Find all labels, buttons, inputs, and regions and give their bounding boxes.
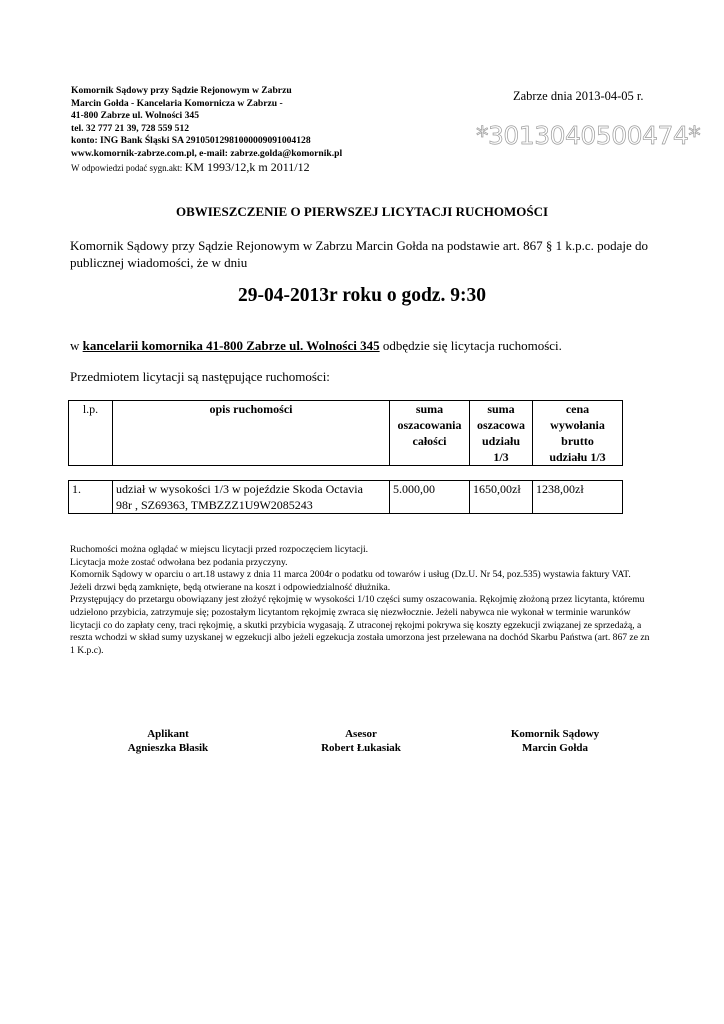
header-text: całości	[412, 434, 447, 448]
header-line: tel. 32 777 21 39, 728 559 512	[71, 122, 190, 134]
signature-name: Robert Łukasiak	[321, 742, 401, 754]
auction-datetime: 29-04-2013r roku o godz. 9:30	[238, 285, 486, 306]
signature-bailiff	[495, 727, 615, 755]
table-header-row	[69, 401, 623, 466]
header-lp: l.p.	[69, 401, 113, 466]
intro-paragraph: Komornik Sądowy przy Sądzie Rejonowym w Zabrzu Marcin Gołda na podstawie art. 867 § 1 k.p.c. podaje do publicznej wiadomości, że w dniu	[70, 238, 649, 270]
header-total-valuation	[390, 401, 470, 466]
note-paragraph: Jeżeli drzwi będą zamknięte, będą otwierane na koszt i odpowiedzialność dłużnika.	[70, 581, 391, 593]
header-text: suma	[415, 402, 444, 416]
cell-description	[113, 481, 390, 514]
barcode-text: *3013040500474*	[476, 121, 701, 150]
place-prefix: w	[70, 338, 80, 353]
header-text: udziału	[481, 434, 520, 448]
table-row	[69, 481, 623, 514]
reference-line	[71, 161, 342, 176]
header-text: brutto	[561, 434, 594, 448]
subject-line: Przedmiotem licytacji są następujące ruchomości:	[70, 369, 330, 384]
document-date: Zabrze dnia 2013-04-05 r.	[513, 89, 644, 103]
reference-label: W odpowiedzi podać sygn.akt:	[71, 162, 183, 173]
signature-role: Aplikant	[147, 728, 189, 740]
reference-value: KM 1993/12,k m 2011/12	[184, 159, 310, 174]
items-table	[68, 480, 623, 514]
cell-total-valuation: 5.000,00	[390, 481, 470, 514]
auction-place	[70, 338, 562, 354]
header-text: oszacowania	[397, 418, 462, 432]
header-line: konto: ING Bank Śląski SA 29105012981000009091004128	[71, 135, 311, 147]
header-line: Komornik Sądowy przy Sądzie Rejonowym w Zabrzu	[71, 85, 292, 96]
header-text: udziału 1/3	[549, 450, 606, 464]
signature-name: Agnieszka Błasik	[127, 742, 209, 754]
signature-applicant	[106, 727, 230, 755]
bailiff-header	[71, 85, 342, 175]
signature-role: Asesor	[345, 728, 377, 740]
signature-role: Komornik Sądowy	[510, 728, 600, 740]
note-paragraph: Licytacja może zostać odwołana bez podania przyczyny.	[70, 556, 288, 568]
note-paragraph: Komornik Sądowy w oparciu o art.18 ustawy z dnia 11 marca 2004r o podatku od towarów i usług (Dz.U. Nr 54, poz.535) wystawia faktury VAT.	[70, 569, 631, 581]
header-text: wywołania	[550, 418, 605, 432]
header-text: 1/3	[493, 450, 509, 464]
description-line: 98r , SZ69363, TMBZZZ1U9W2085243	[116, 498, 313, 512]
header-line: www.komornik-zabrze.com.pl, e-mail: zabrze.golda@komornik.pl	[71, 147, 343, 159]
header-text: suma	[487, 402, 515, 416]
document-title: OBWIESZCZENIE O PIERWSZEJ LICYTACJI RUCHOMOŚCI	[175, 204, 549, 219]
cell-share-valuation: 1650,00zł	[470, 481, 533, 514]
header-line: Marcin Gołda - Kancelaria Komornicza w Zabrzu -	[71, 97, 283, 109]
place-location: kancelarii komornika 41-800 Zabrze ul. Wolności 345	[82, 338, 380, 353]
header-share-valuation	[470, 401, 533, 466]
notes-section	[70, 544, 655, 657]
cell-starting-price: 1238,00zł	[533, 481, 623, 514]
header-starting-price	[533, 401, 623, 466]
description-line: udział w wysokości 1/3 w pojeździe Skoda Octavia	[116, 482, 363, 496]
cell-lp: 1.	[69, 481, 113, 514]
note-paragraph: Przystępujący do przetargu obowiązany jest złożyć rękojmię w wysokości 1/10 części sumy oszacowania. Rękojmię złożoną przez licytanta, któremu udzielono przybicia, zatrzymuje się; pozostałym licytantom rękojmię zwraca się niezwłocznie. Jeżeli nabywca nie wykonał w terminie warunków licytacji co do zapłaty ceny, traci rękojmię, a skutki przybicia wygasają. Z utraconej rękojmi pokrywa się koszty egzekucji związanej ze sprzedażą, a reszta wchodzi w skład sumy uzyskanej w egzekucji albo jeżeli egzekucja została umorzona jest przelewana na dochód Skarbu Państwa (art. 867 ze zn 1 K.p.c).	[70, 594, 650, 656]
header-description: opis ruchomości	[113, 401, 390, 466]
note-paragraph: Ruchomości można oglądać w miejscu licytacji przed rozpoczęciem licytacji.	[70, 544, 369, 555]
place-suffix: odbędzie się licytacja ruchomości.	[382, 338, 562, 353]
signature-name: Marcin Gołda	[521, 742, 589, 754]
signature-assessor	[301, 727, 421, 755]
header-text: cena	[565, 402, 590, 416]
header-line: 41-800 Zabrze ul. Wolności 345	[71, 110, 200, 122]
header-text: oszacowa	[477, 418, 525, 432]
items-table-header	[68, 400, 623, 466]
